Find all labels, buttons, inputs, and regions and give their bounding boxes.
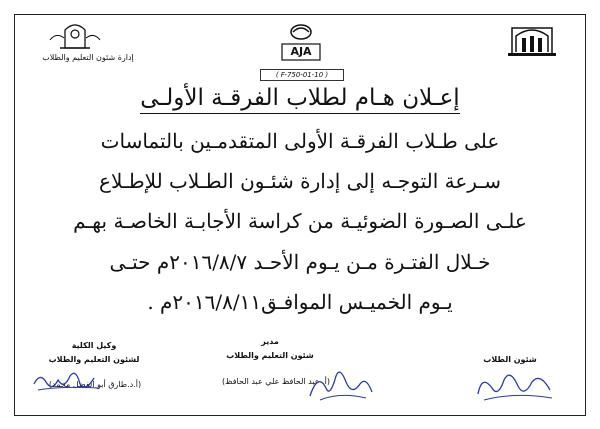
- student-affairs-signature: [470, 364, 560, 404]
- university-logo: [498, 22, 568, 60]
- vice-dean-signature: [30, 366, 110, 396]
- vice-dean-title: وكيل الكلية: [71, 341, 117, 350]
- student-affairs-title: شئون الطلاب: [483, 355, 537, 364]
- announcement-title: [60, 83, 540, 113]
- vice-dean-name: (أ.د.طارق أبو الفضل محمد): [48, 380, 142, 389]
- announcement-line-2: سـرعة التوجـه إلى إدارة شئـون الطـلاب للإطـلاع: [99, 169, 501, 193]
- announcement-line-4: خـلال الفتـرة مـن يـوم الأحـد ٢٠١٦/٨/٧م حتـى: [109, 250, 491, 274]
- vice-dean-subtitle: لشئون التعليم والطلاب: [48, 355, 140, 364]
- director-subtitle: شئون التعليم والطلاب: [226, 351, 314, 360]
- aja-logo: [270, 22, 332, 64]
- director-signature: [300, 362, 380, 402]
- director-name: (أ. عبد الحافظ علي عبد الحافظ): [222, 377, 330, 386]
- form-code: ( F-750-01-10 ): [260, 69, 344, 81]
- director-title: مدير: [261, 337, 279, 346]
- aja-logo-text: AJA: [290, 45, 312, 58]
- announcement-line-3: علـى الصـورة الضوئيـة من كراسة الأجابـة الخاصـة بهـم: [73, 209, 527, 233]
- announcement-title-text: إعـلان هـام لطلاب الفرقـة الأولـى: [140, 85, 459, 114]
- announcement-line-1: على طـلاب الفرقـة الأولى المتقدمـين بالتماسات: [100, 129, 500, 153]
- announcement-line-5: يـوم الخميـس الموافـق٢٠١٦/٨/١١م .: [147, 290, 453, 314]
- department-name: إدارة شئون التعليم والطلاب: [42, 53, 134, 62]
